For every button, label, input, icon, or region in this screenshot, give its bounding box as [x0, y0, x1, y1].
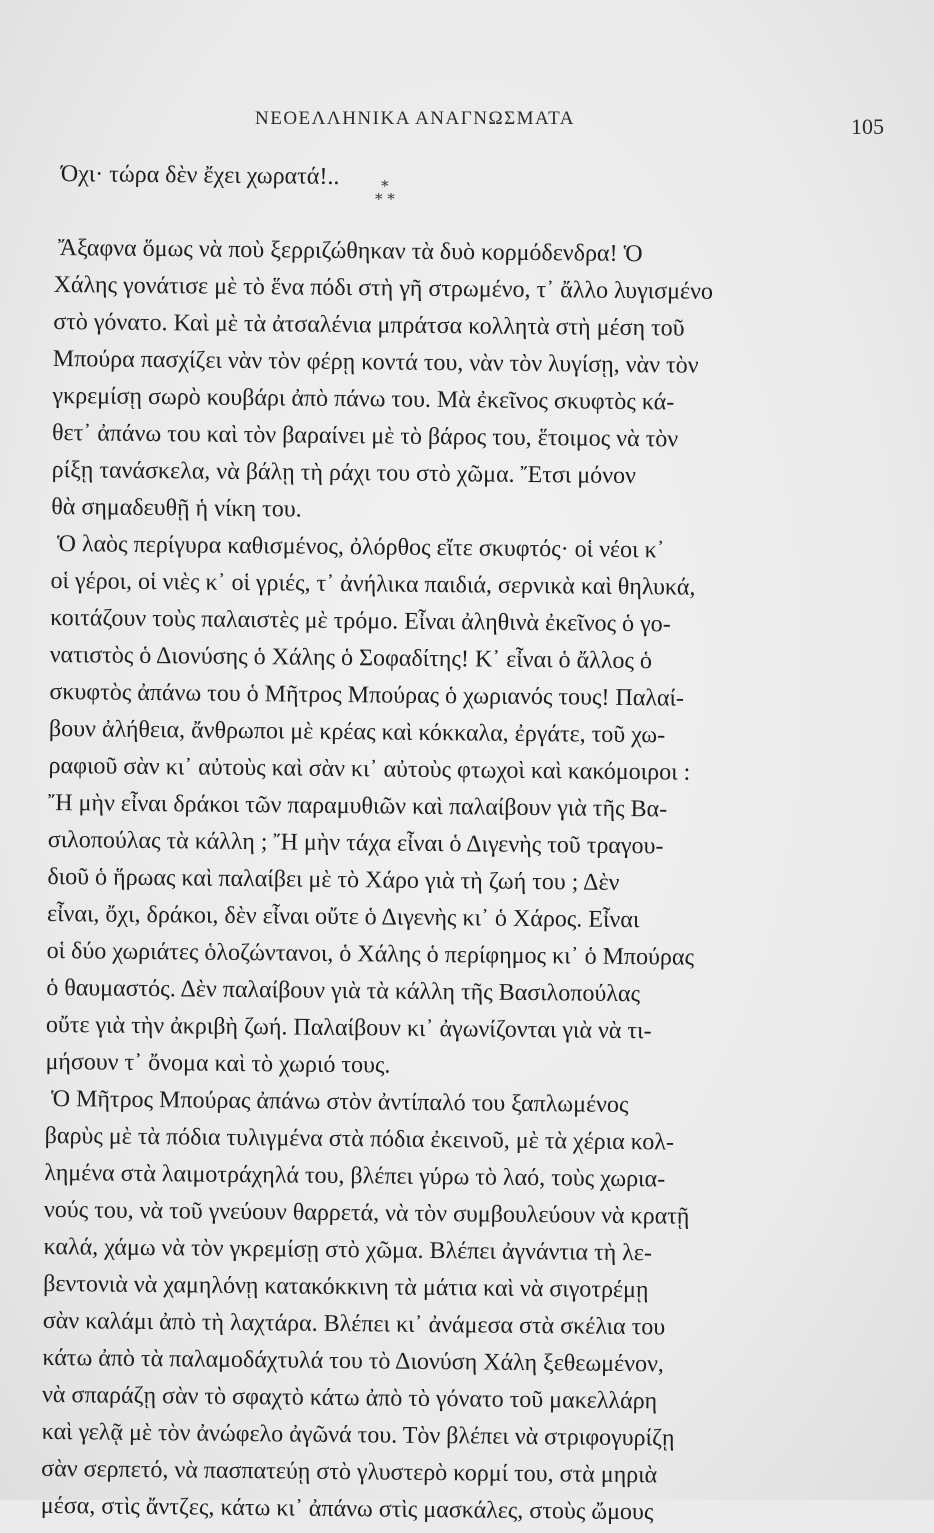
- text-line: μήσουν τ᾽ ὄνομα καὶ τὸ χωριό τους.: [45, 1048, 391, 1079]
- text-line: λημένα στὰ λαιμοτράχηλά του, βλέπει γύρω τὸ λαό, τοὺς χωρια-: [44, 1159, 666, 1193]
- text-line: νὰ σπαράζῃ σὰν τὸ σφαχτὸ κάτω ἀπὸ τὸ γόνατο τοῦ μακελλάρη: [41, 1381, 658, 1415]
- text-line: Μπούρα πασχίζει νὰν τὸν φέρῃ κοντά του, νὰν τὸν λυγίσῃ, νὰν τὸν: [52, 345, 699, 379]
- text-line: Όχι· τώρα δὲν ἔχει χωρατά!..: [60, 161, 340, 190]
- text-line: Χάλης γονάτισε μὲ τὸ ἕνα πόδι στὴ γῆ στρωμένο, τ᾽ ἄλλο λυγισμένο: [53, 271, 714, 305]
- text-line: εἶναι, ὄχι, δράκοι, δὲν εἶναι οὔτε ὁ Διγενὴς κι᾽ ὁ Χάρος. Εἶναι: [46, 900, 640, 934]
- text-line: σὰν σερπετό, νὰ πασπατεύῃ στὸ γλυστερὸ κορμί του, στὰ μηριὰ: [41, 1455, 658, 1489]
- text-line: σὰν καλάμι ἀπὸ τὴ λαχτάρα. Βλέπει κι᾽ ἀνάμεσα στὰ σκέλια του: [42, 1307, 666, 1341]
- text-line: καλά, χάμω νὰ τὸν γκρεμίσῃ στὸ χῶμα. Βλέπει ἀγνάντια τὴ λε-: [43, 1233, 653, 1267]
- text-line: ὁ θαυμαστός. Δὲν παλαίβουν γιὰ τὰ κάλλη τῆς Βασιλοπούλας: [46, 974, 641, 1008]
- text-line: Ἄξαφνα ὅμως νὰ ποὺ ξερριζώθηκαν τὰ δυὸ κορμόδενδρα! Ὁ: [57, 235, 643, 268]
- text-line: βαρὺς μὲ τὰ πόδια τυλιγμένα στὰ πόδια ἐκεινοῦ, μὲ τὰ χέρια κολ-: [44, 1122, 675, 1156]
- text-line: ραφιοῦ σὰν κι᾽ αὐτοὺς καὶ σὰν κι᾽ αὐτοὺς φτωχοὶ καὶ κακόμοιροι :: [48, 752, 691, 786]
- text-line: θὰ σημαδευθῇ ἡ νίκη του.: [51, 493, 302, 523]
- running-title: ΝΕΟΕΛΛΗΝΙΚΑ ΑΝΑΓΝΩΣΜΑΤΑ: [255, 108, 575, 129]
- text-line: στὸ γόνατο. Καὶ μὲ τὰ ἀτσαλένια μπράτσα κολλητὰ στὴ μέση τοῦ: [53, 308, 685, 342]
- page-header: [0, 104, 934, 139]
- text-line: Ἤ μὴν εἶναι δράκοι τῶν παραμυθιῶν καὶ παλαίβουν γιὰ τῆς Βα-: [48, 789, 668, 823]
- text-line: Ὁ λαὸς περίγυρα καθισμένος, ὀλόρθος εἴτε σκυφτός· οἱ νέοι κ᾽: [56, 531, 665, 564]
- text-line: οἱ δύο χωριάτες ὁλοζώντανοι, ὁ Χάλης ὁ περίφημος κι᾽ ὁ Μπούρας: [46, 937, 695, 971]
- page-number: 105: [851, 114, 884, 139]
- text-line: θετ᾽ ἀπάνω του καὶ τὸν βαραίνει μὲ τὸ βάρος του, ἕτοιμος νὰ τὸν: [51, 419, 679, 453]
- text-line: μέσα, στὶς ἄντζες, κάτω κι᾽ ἀπάνω στὶς μασκάλες, στοὺς ὤμους: [40, 1492, 654, 1526]
- text-line: νούς του, νὰ τοῦ γνεύουν θαρρετά, νὰ τὸν συμβουλεύουν νὰ κρατῇ: [43, 1196, 690, 1230]
- separator-star-top: *: [381, 177, 389, 195]
- text-line: οὔτε γιὰ τὴν ἀκριβὴ ζωή. Παλαίβουν κι᾽ ἀγωνίζονται γιὰ νὰ τι-: [45, 1011, 652, 1045]
- text-line: κάτω ἀπὸ τὰ παλαμοδάχτυλά του τὸ Διονύση Χάλη ξεθεωμένον,: [42, 1344, 665, 1378]
- text-line: Ὁ Μῆτρος Μπούρας ἀπάνω στὸν ἀντίπαλό του ξαπλωμένος: [50, 1086, 629, 1119]
- text-line: διοῦ ὁ ἥρωας καὶ παλαίβει μὲ τὸ Χάρο γιὰ τὴ ζωή του ; Δὲν: [47, 863, 620, 896]
- text-line: σιλοπούλας τὰ κάλλη ; Ἤ μὴν τάχα εἶναι ὁ Διγενὴς τοῦ τραγου-: [47, 826, 664, 860]
- text-line: σκυφτὸς ἀπάνω του ὁ Μῆτρος Μπούρας ὁ χωριανός τους! Παλαί-: [49, 678, 685, 712]
- text-line: κοιτάζουν τοὺς παλαιστὲς μὲ τρόμο. Εἶναι ἀληθινὰ ἐκεῖνος ὁ γο-: [50, 604, 671, 638]
- text-line: οἱ γέροι, οἱ νιὲς κ᾽ οἱ γριές, τ᾽ ἀνήλικα παιδιά, σερνικὰ καὶ θηλυκά,: [50, 567, 696, 601]
- text-line: βουν ἀλήθεια, ἄνθρωποι μὲ κρέας καὶ κόκκαλα, ἐργάτε, τοῦ χω-: [48, 715, 666, 749]
- text-line: καὶ γελᾷ μὲ τὸν ἀνώφελο ἀγῶνά του. Τὸν βλέπει νὰ στριφογυρίζῃ: [41, 1418, 675, 1452]
- text-line: γκρεμίσῃ σωρὸ κουβάρι ἀπὸ πάνω του. Μὰ ἐκεῖνος σκυφτὸς κά-: [52, 382, 675, 416]
- text-line: βεντονιὰ νὰ χαμηλόνῃ κατακόκκινη τὰ μάτια καὶ νὰ σιγοτρέμῃ: [43, 1270, 649, 1304]
- separator-star-bottom: * *: [375, 190, 395, 208]
- text-line: νατιστὸς ὁ Διονύσης ὁ Χάλης ὁ Σοφαδίτης! Κ᾽ εἶναι ὁ ἄλλος ὁ: [49, 641, 653, 675]
- text-line: ρίξῃ τανάσκελα, νὰ βάλῃ τὴ ράχι του στὸ χῶμα. Ἔτσι μόνον: [51, 456, 637, 490]
- body-text: [41, 156, 795, 1533]
